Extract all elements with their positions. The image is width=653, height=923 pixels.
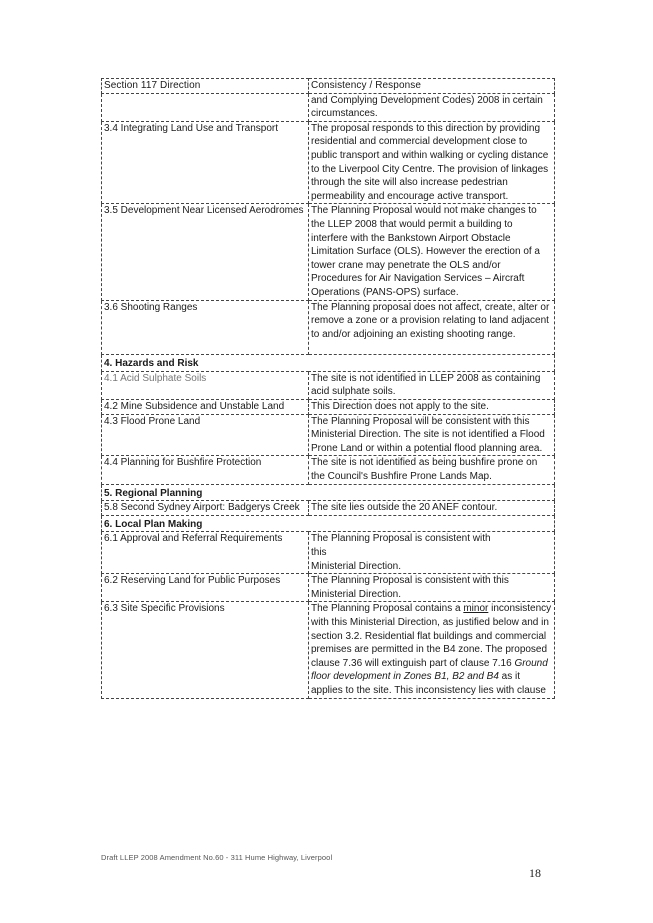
response-line: Ministerial Direction. [311,560,402,572]
table-row [102,532,555,574]
response-text: inconsistency with this Ministerial Direction, as justified below and in section 3.2. Residential flat buildings and commercial premises are permitted in the B4 zone. The proposed clause 7.36 will extinguish part of clause 7.16 [311,603,552,669]
table-header-row [102,79,555,94]
direction-cell [102,93,309,121]
response-cell: The site lies outside the 20 ANEF contour. [309,501,555,516]
direction-cell: 4.4 Planning for Bushfire Protection [102,456,309,484]
direction-cell: 5.8 Second Sydney Airport: Badgerys Creek [102,501,309,516]
response-line: this [311,547,327,558]
response-cell: and Complying Development Codes) 2008 in certain circumstances. [309,93,555,121]
header-direction: Section 117 Direction [102,79,309,94]
response-cell: This Direction does not apply to the site. [309,400,555,415]
response-cell [309,532,555,574]
response-text: The Planning Proposal contains a [311,603,464,615]
response-cell: The Planning Proposal is consistent with this Ministerial Direction. [309,574,555,602]
response-cell: The proposal responds to this direction by providing residential and commercial development close to public transport and within walking or cycling distance to the Liverpool City Centre. The provision of linkages through the site will also increase pedestrian permeability and encourage active transport. [309,121,555,204]
response-line: The Planning Proposal is consistent with [311,533,491,545]
response-cell: The site is not identified as being bushfire prone on the Council's Bushfire Prone Lands Map. [309,456,555,484]
section-heading-hazards: 4. Hazards and Risk [102,355,555,372]
response-cell: The Planning Proposal will be consistent with this Ministerial Direction. The site is not identified a Flood Prone Land or within a potential flood planning area. [309,414,555,456]
table-row [102,414,555,456]
table-row [102,602,555,698]
response-italic-clause: Ground floor development in Zones B1, B2 and B4 [311,657,548,683]
table-row [102,501,555,516]
table-row [102,121,555,204]
response-cell [309,602,555,698]
direction-cell: 4.3 Flood Prone Land [102,414,309,456]
direction-cell: 6.2 Reserving Land for Public Purposes [102,574,309,602]
response-cell: The Planning Proposal would not make changes to the LLEP 2008 that would permit a building to interfere with the Bankstown Airport Obstacle Limitation Surface (OLS). However the erection of a tower crane may penetrate the OLS and/or Procedures for Air Navigation Services – Aircraft Operations (PANS-OPS) surface. [309,204,555,300]
response-cell: The site is not identified in LLEP 2008 as containing acid sulphate soils. [309,371,555,399]
section-heading-row [102,484,555,501]
direction-cell: 6.3 Site Specific Provisions [102,602,309,698]
section-heading-regional: 5. Regional Planning [102,484,555,501]
table-row [102,371,555,399]
direction-cell: 3.5 Development Near Licensed Aerodromes [102,204,309,300]
document-footer: Draft LLEP 2008 Amendment No.60 - 311 Hume Highway, Liverpool [101,853,333,862]
response-text: as it applies to the site. This inconsistency lies with clause [311,671,546,696]
table-row [102,574,555,602]
table-row [102,204,555,300]
table-row [102,93,555,121]
direction-cell: 6.1 Approval and Referral Requirements [102,532,309,574]
table-row [102,456,555,484]
direction-cell: 3.6 Shooting Ranges [102,300,309,355]
table-row [102,300,555,355]
direction-cell: 4.1 Acid Sulphate Soils [102,371,309,399]
direction-cell: 3.4 Integrating Land Use and Transport [102,121,309,204]
response-cell: The Planning proposal does not affect, create, alter or remove a zone or a provision relating to land adjacent to and/or adjoining an existing shooting range. [309,300,555,355]
response-underlined-word: minor [463,603,489,615]
section-117-table [101,78,555,699]
section-heading-row [102,355,555,372]
section-heading-row [102,515,555,532]
direction-cell: 4.2 Mine Subsidence and Unstable Land [102,400,309,415]
page-number: 18 [529,866,541,880]
table-row [102,400,555,415]
header-response: Consistency / Response [309,79,555,94]
section-heading-local: 6. Local Plan Making [102,515,555,532]
